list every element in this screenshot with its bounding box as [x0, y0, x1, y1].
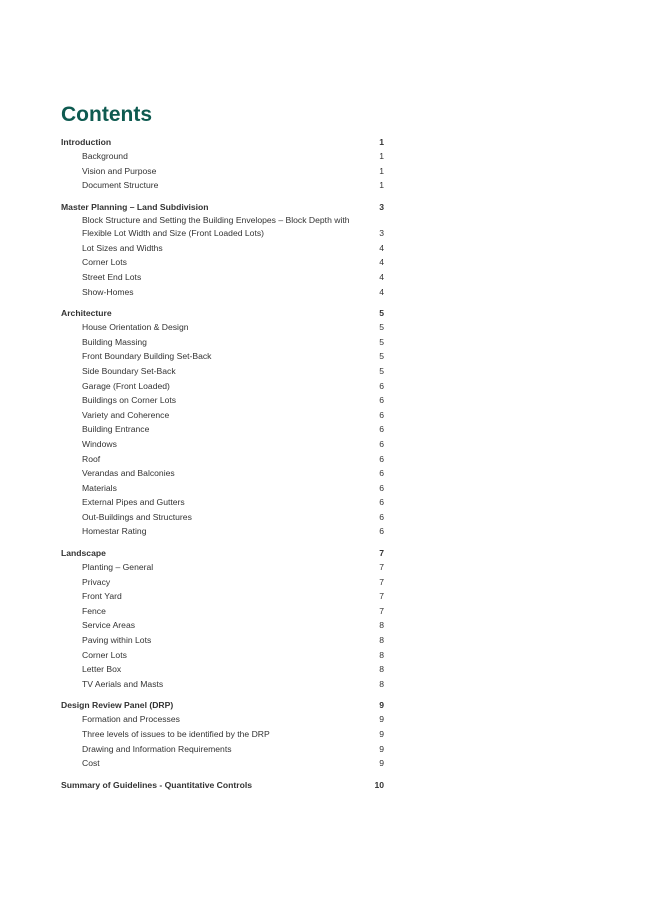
toc-page-number: 7: [379, 591, 384, 602]
toc-page-number: 4: [379, 257, 384, 268]
toc-entry[interactable]: [61, 241, 384, 256]
toc-entry[interactable]: [61, 662, 384, 677]
toc-page-number: 7: [379, 576, 384, 587]
toc-entry[interactable]: [61, 335, 384, 350]
toc-entry-label: Front Yard: [82, 591, 122, 602]
toc-entry[interactable]: [61, 756, 384, 771]
toc-page-number: 4: [379, 271, 384, 282]
toc-page-number: 6: [379, 511, 384, 522]
page-title: Contents: [61, 103, 152, 126]
toc-entry[interactable]: [61, 270, 384, 285]
toc-entry-label: Vision and Purpose: [82, 165, 157, 176]
toc-page-number: 9: [379, 729, 384, 739]
toc-page-number: 6: [379, 482, 384, 493]
toc-entry-label: Homestar Rating: [82, 526, 147, 537]
toc-entry-label: Windows: [82, 438, 117, 449]
toc-entry[interactable]: [61, 452, 384, 467]
toc-page-number: 6: [379, 468, 384, 479]
toc-entry-label: Front Boundary Building Set-Back: [82, 351, 212, 362]
toc-entry-label: Show-Homes: [82, 286, 134, 297]
toc-page-number: 9: [379, 743, 384, 754]
toc-page-number: 1: [379, 151, 384, 161]
toc-page-number: 6: [379, 453, 384, 464]
toc-entry[interactable]: [61, 393, 384, 408]
toc-page-number: 6: [379, 497, 384, 508]
toc-page-number: 1: [379, 180, 384, 191]
toc-page-number: 6: [379, 526, 384, 537]
toc-section-heading[interactable]: [61, 136, 384, 149]
toc-page-number: 6: [379, 409, 384, 420]
toc-page-number: 5: [379, 336, 384, 347]
toc-entry[interactable]: [61, 437, 384, 452]
toc-page-number: 7: [379, 548, 384, 559]
toc-entry[interactable]: [61, 712, 384, 727]
toc-entry-label: Corner Lots: [82, 649, 127, 660]
table-of-contents: [61, 136, 384, 792]
toc-heading-label: Design Review Panel (DRP): [61, 700, 174, 711]
toc-section: [61, 201, 384, 299]
toc-entry[interactable]: [61, 495, 384, 510]
toc-entry-label: Side Boundary Set-Back: [82, 365, 176, 376]
toc-section: [61, 699, 384, 770]
toc-entry-label: House Orientation & Design: [82, 322, 189, 333]
toc-entry-label: Corner Lots: [82, 257, 127, 268]
toc-entry-label: Building Massing: [82, 336, 147, 347]
toc-entry-label: Planting – General: [82, 562, 154, 573]
toc-entry[interactable]: [61, 575, 384, 590]
toc-entry-label: Three levels of issues to be identified by the DRP: [82, 729, 270, 739]
toc-entry-label: Building Entrance: [82, 424, 150, 435]
toc-entry-label: Verandas and Balconies: [82, 468, 175, 479]
toc-entry[interactable]: [61, 149, 384, 164]
toc-entry-label: Paving within Lots: [82, 635, 152, 646]
toc-entry-label: Buildings on Corner Lots: [82, 395, 177, 406]
toc-page-number: 6: [379, 424, 384, 435]
toc-section-heading[interactable]: [61, 699, 384, 712]
toc-entry-label: Cost: [82, 758, 100, 769]
toc-entry[interactable]: [61, 510, 384, 525]
toc-heading-label: Summary of Guidelines - Quantitative Controls: [61, 779, 253, 790]
toc-page-number: 7: [379, 562, 384, 573]
toc-entry-label: Out-Buildings and Structures: [82, 511, 192, 522]
toc-entry[interactable]: [61, 727, 384, 742]
toc-entry[interactable]: [61, 481, 384, 496]
toc-entry[interactable]: [61, 604, 384, 619]
toc-entry[interactable]: [61, 742, 384, 757]
toc-entry-label: Street End Lots: [82, 271, 142, 282]
toc-entry[interactable]: [61, 285, 384, 300]
toc-entry[interactable]: [61, 560, 384, 575]
toc-entry[interactable]: [61, 364, 384, 379]
toc-section: [61, 136, 384, 193]
toc-entry[interactable]: [61, 524, 384, 539]
toc-entry-label: Privacy: [82, 576, 111, 587]
toc-entry-label: Service Areas: [82, 620, 136, 631]
toc-entry[interactable]: [61, 320, 384, 335]
toc-entry-label: Lot Sizes and Widths: [82, 242, 163, 253]
toc-entry-label: Block Structure and Setting the Building Envelopes – Block Depth with Flexible Lot Width and Size (Front Loaded Lots): [82, 214, 350, 238]
toc-entry[interactable]: [61, 349, 384, 364]
toc-entry-label: Garage (Front Loaded): [82, 380, 170, 391]
toc-page-number: 6: [379, 380, 384, 391]
toc-section: [61, 307, 384, 539]
toc-entry-label: Variety and Coherence: [82, 409, 170, 420]
toc-entry[interactable]: [61, 164, 384, 179]
toc-entry[interactable]: [61, 178, 384, 193]
toc-section-heading[interactable]: [61, 547, 384, 560]
toc-page-number: 9: [379, 714, 384, 725]
toc-page-number: 6: [379, 438, 384, 449]
toc-entry-label: TV Aerials and Masts: [82, 678, 164, 689]
toc-page-number: 8: [379, 620, 384, 631]
toc-heading-label: Master Planning – Land Subdivision: [61, 201, 209, 212]
toc-section-heading[interactable]: [61, 779, 384, 792]
toc-entry[interactable]: [61, 633, 384, 648]
toc-page-number: 8: [379, 635, 384, 646]
toc-entry-label: Fence: [82, 605, 106, 616]
toc-page-number: 10: [374, 779, 384, 790]
toc-page-number: 4: [379, 242, 384, 253]
toc-entry-label: Letter Box: [82, 664, 122, 675]
toc-entry[interactable]: [61, 677, 384, 692]
toc-page-number: 5: [379, 365, 384, 376]
toc-page-number: 4: [379, 286, 384, 297]
toc-entry[interactable]: [61, 466, 384, 481]
toc-page-number: 9: [379, 758, 384, 769]
toc-entry-label: Formation and Processes: [82, 714, 180, 725]
toc-entry[interactable]: [61, 422, 384, 437]
toc-entry[interactable]: [61, 408, 384, 423]
toc-page-number: 1: [379, 137, 384, 147]
toc-entry[interactable]: [61, 648, 384, 663]
toc-heading-label: Architecture: [61, 308, 112, 319]
toc-page-number: 8: [379, 649, 384, 660]
toc-entry[interactable]: [61, 255, 384, 270]
toc-entry[interactable]: [61, 589, 384, 604]
toc-page-number: 5: [379, 308, 384, 319]
toc-entry-label: Roof: [82, 453, 101, 464]
toc-entry-label: Document Structure: [82, 180, 159, 191]
toc-page-number: 1: [379, 165, 384, 176]
toc-entry[interactable]: [61, 618, 384, 633]
toc-entry-label: External Pipes and Gutters: [82, 497, 185, 508]
toc-page-number: 7: [379, 605, 384, 616]
toc-entry-label: Drawing and Information Requirements: [82, 743, 232, 754]
toc-page-number: 3: [379, 201, 384, 212]
toc-section: [61, 547, 384, 691]
toc-heading-label: Landscape: [61, 548, 106, 559]
toc-entry[interactable]: [61, 214, 384, 241]
toc-page-number: 9: [379, 700, 384, 711]
toc-entry-label: Background: [82, 151, 128, 161]
toc-entry[interactable]: [61, 379, 384, 394]
toc-heading-label: Introduction: [61, 137, 112, 147]
toc-entry-label: Materials: [82, 482, 117, 493]
toc-page-number: 3: [379, 227, 384, 238]
toc-section: [61, 779, 384, 792]
toc-page-number: 8: [379, 678, 384, 689]
toc-page-number: 8: [379, 664, 384, 675]
contents-page: [61, 102, 384, 800]
toc-page-number: 6: [379, 395, 384, 406]
toc-section-heading[interactable]: [61, 201, 384, 214]
toc-section-heading[interactable]: [61, 307, 384, 320]
toc-page-number: 5: [379, 322, 384, 333]
toc-page-number: 5: [379, 351, 384, 362]
